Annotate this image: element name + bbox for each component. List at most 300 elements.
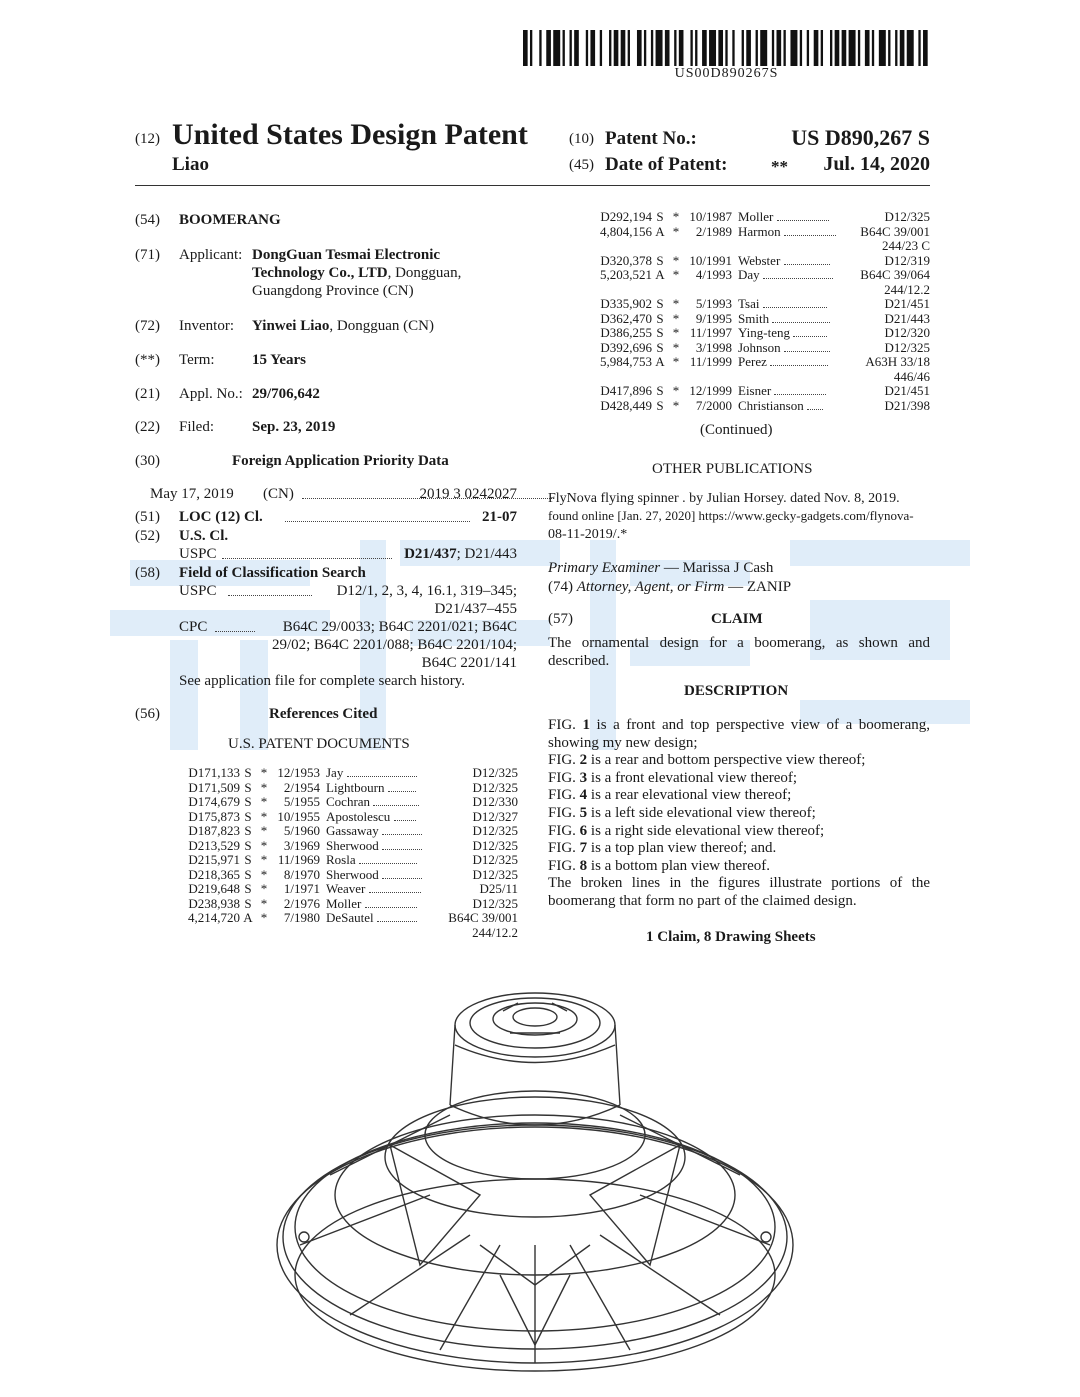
reference-row xyxy=(170,781,518,796)
reference-kind: A xyxy=(655,223,665,239)
barcode-bar xyxy=(760,30,767,66)
reference-star: * xyxy=(260,881,268,896)
reference-date: 12/1953 xyxy=(277,765,320,780)
reference-cls: D12/325 xyxy=(472,837,518,853)
barcode-bar xyxy=(665,30,670,66)
reference-num: D386,255 xyxy=(600,325,652,340)
reference-kind: S xyxy=(656,209,664,224)
reference-row xyxy=(582,326,930,341)
reference-row xyxy=(170,853,518,868)
barcode-bar xyxy=(690,30,692,66)
reference-num: D392,696 xyxy=(600,339,652,355)
description-line: FIG. 2 is a rear and bottom perspective view thereof; xyxy=(548,752,866,769)
applicant-line-1: DongGuan Tesmai Electronic xyxy=(252,247,441,263)
code-54: (54) xyxy=(135,212,160,228)
barcode-bar xyxy=(621,30,626,66)
reference-star: * xyxy=(260,895,268,911)
barcode-bar xyxy=(609,30,611,66)
barcode-bar xyxy=(718,30,723,66)
reference-name: Sherwood xyxy=(320,868,438,883)
reference-cls: D21/398 xyxy=(884,397,930,413)
title: BOOMERANG xyxy=(179,212,281,228)
barcode-bar xyxy=(777,30,782,66)
reference-date: 10/1991 xyxy=(689,252,732,268)
reference-star: * xyxy=(672,252,680,268)
reference-cls: D25/11 xyxy=(479,881,518,896)
reference-row xyxy=(582,312,930,327)
reference-num: D428,449 xyxy=(600,397,652,413)
reference-name: Moller xyxy=(320,897,438,912)
code-72: (72) xyxy=(135,318,160,334)
date-mark: ** xyxy=(771,157,788,176)
reference-cls: A63H 33/18 xyxy=(865,354,930,369)
publication-line-3: 08-11-2019/.* xyxy=(548,527,628,542)
uspc2-label: USPC xyxy=(179,583,217,599)
reference-cls: D12/325 xyxy=(472,765,518,780)
reference-date: 10/1955 xyxy=(277,808,320,824)
reference-star: * xyxy=(260,779,268,795)
reference-name: Tsai xyxy=(732,297,850,312)
reference-row-continuation xyxy=(170,926,518,941)
primary-examiner: Primary Examiner — Marissa J Cash xyxy=(548,560,774,576)
attorney-agent: (74) Attorney, Agent, or Firm — ZANIP xyxy=(548,579,792,595)
reference-name: Webster xyxy=(732,254,850,269)
reference-row xyxy=(170,868,518,883)
loc-value: 21-07 xyxy=(482,509,517,525)
reference-name: Perez xyxy=(732,355,850,370)
reference-kind: S xyxy=(244,837,252,853)
description-line: FIG. 4 is a rear elevational view thereof; xyxy=(548,787,792,804)
reference-row-continuation xyxy=(582,239,930,254)
reference-cls: D21/443 xyxy=(884,310,930,326)
patent-no-label: Patent No.: xyxy=(605,128,697,149)
filed-value: Sep. 23, 2019 xyxy=(252,419,336,435)
reference-kind: S xyxy=(656,339,664,355)
reference-num: D417,896 xyxy=(600,383,652,398)
code-52: (52) xyxy=(135,528,160,544)
reference-date: 5/1993 xyxy=(695,296,732,311)
appl-no-value: 29/706,642 xyxy=(252,386,320,402)
description-line: FIG. 7 is a top plan view thereof; and. xyxy=(548,840,777,857)
reference-date: 11/1999 xyxy=(689,354,732,369)
reference-num: D187,823 xyxy=(188,823,240,838)
barcode-bar xyxy=(570,30,572,66)
claim-line-2: described. xyxy=(548,653,610,669)
reference-name: Gassaway xyxy=(320,824,438,839)
reference-cls-continued: 244/12.2 xyxy=(884,281,930,297)
barcode-bar xyxy=(656,30,663,66)
reference-date: 10/1987 xyxy=(689,209,732,224)
reference-row-continuation xyxy=(582,370,930,385)
reference-row xyxy=(582,225,930,240)
reference-name: Eisner xyxy=(732,384,850,399)
barcode-bar xyxy=(895,30,897,66)
reference-date: 3/1969 xyxy=(283,837,320,853)
reference-cls: D12/325 xyxy=(472,779,518,795)
code-71: (71) xyxy=(135,247,160,263)
description-body xyxy=(548,717,930,911)
code-10: (10) xyxy=(569,131,594,147)
reference-cls: D21/451 xyxy=(884,296,930,311)
reference-star: * xyxy=(260,837,268,853)
uspc-label: USPC xyxy=(179,546,217,562)
barcode-bar xyxy=(709,30,716,66)
applicant-label: Applicant: xyxy=(179,247,243,263)
reference-num: 4,214,720 xyxy=(188,910,240,925)
code-51: (51) xyxy=(135,509,160,525)
uspc-leader xyxy=(222,549,392,559)
description-line: FIG. 6 is a right side elevational view thereof; xyxy=(548,822,825,839)
reference-date: 9/1995 xyxy=(695,310,732,326)
reference-star: * xyxy=(672,296,680,311)
reference-row xyxy=(582,384,930,399)
continued-note: (Continued) xyxy=(700,422,773,438)
barcode-bar xyxy=(814,30,819,66)
reference-num: D215,971 xyxy=(188,852,240,867)
reference-date: 4/1993 xyxy=(695,267,732,282)
reference-num: D292,194 xyxy=(600,209,652,224)
barcode-bar xyxy=(756,30,758,66)
applicant-line-2: Technology Co., LTD, Dongguan, xyxy=(252,265,462,281)
description-line: boomerang that form no part of the claimed design. xyxy=(548,892,857,909)
appl-no-label: Appl. No.: xyxy=(179,386,243,402)
barcode-bar xyxy=(732,30,734,66)
inventor-label: Inventor: xyxy=(179,318,234,334)
reference-num: D175,873 xyxy=(188,808,240,824)
reference-cls: D12/319 xyxy=(884,252,930,268)
reference-kind: S xyxy=(244,852,252,867)
barcode-bar xyxy=(772,30,774,66)
code-30: (30) xyxy=(135,453,160,469)
reference-star: * xyxy=(672,383,680,398)
reference-kind: A xyxy=(655,354,665,369)
code-57: (57) xyxy=(548,611,573,627)
reference-name: Day xyxy=(732,268,850,283)
reference-cls: B64C 39/064 xyxy=(860,267,930,282)
barcode xyxy=(523,30,930,66)
reference-name: Apostolescu xyxy=(320,810,438,825)
reference-star: * xyxy=(260,910,268,925)
reference-cls: D12/325 xyxy=(884,209,930,224)
code-56: (56) xyxy=(135,706,160,722)
reference-row xyxy=(582,210,930,225)
barcode-bar xyxy=(590,30,595,66)
references-cited-title: References Cited xyxy=(269,706,378,722)
reference-cls-continued: 244/12.2 xyxy=(472,924,518,940)
us-cl-label: U.S. Cl. xyxy=(179,528,229,544)
barcode-bar xyxy=(807,30,809,66)
barcode-bar xyxy=(614,30,619,66)
reference-kind: S xyxy=(244,794,252,809)
code-22: (22) xyxy=(135,419,160,435)
description-line: FIG. 1 is a front and top perspective view of a boomerang, xyxy=(548,717,931,733)
cpc-line-3: B64C 2201/141 xyxy=(421,655,517,671)
reference-star: * xyxy=(672,325,680,340)
barcode-bar xyxy=(835,30,840,66)
uspc2-leader xyxy=(228,586,312,596)
barcode-bar xyxy=(674,30,676,66)
barcode-bar xyxy=(539,30,541,66)
uspc-value: D21/437; D21/443 xyxy=(404,546,517,562)
term-label: Term: xyxy=(179,352,215,368)
reference-row xyxy=(582,399,930,414)
barcode-bar xyxy=(865,30,870,66)
reference-star: * xyxy=(260,852,268,867)
description-line: FIG. 8 is a bottom plan view thereof. xyxy=(548,857,771,874)
reference-kind: S xyxy=(656,296,664,311)
reference-name: Christianson xyxy=(732,399,850,414)
reference-row xyxy=(170,882,518,897)
barcode-bar xyxy=(907,30,914,66)
barcode-bar xyxy=(546,30,551,66)
claim-line-1: The ornamental design for a boomerang, as shown and xyxy=(548,635,930,651)
uspc2-value-2: D21/437–455 xyxy=(434,601,517,617)
cpc-leader xyxy=(215,622,255,632)
reference-cls: D12/320 xyxy=(884,325,930,340)
see-application-note: See application file for complete search history. xyxy=(179,673,466,689)
applicant-line-3: Guangdong Province (CN) xyxy=(252,283,414,299)
code-45: (45) xyxy=(569,157,594,173)
reference-num: D171,509 xyxy=(188,779,240,795)
reference-cls: D12/325 xyxy=(472,823,518,838)
reference-date: 5/1955 xyxy=(283,794,320,809)
reference-cls: B64C 39/001 xyxy=(860,223,930,239)
cpc-line-2: 29/02; B64C 2201/088; B64C 2201/104; xyxy=(271,637,517,653)
reference-kind: A xyxy=(243,910,253,925)
description-title: DESCRIPTION xyxy=(684,683,789,699)
barcode-bar xyxy=(651,30,653,66)
references-right-table xyxy=(582,210,930,413)
barcode-bar xyxy=(725,30,727,66)
barcode-bar xyxy=(628,30,630,66)
reference-star: * xyxy=(672,310,680,326)
reference-name: Cochran xyxy=(320,795,438,810)
loc-label: LOC (12) Cl. xyxy=(179,509,263,525)
code-12: (12) xyxy=(135,131,160,147)
reference-kind: S xyxy=(244,866,252,882)
reference-num: D320,378 xyxy=(600,252,652,268)
barcode-bar xyxy=(523,30,528,66)
reference-row xyxy=(170,824,518,839)
reference-cls: B64C 39/001 xyxy=(448,910,518,925)
reference-row xyxy=(170,810,518,825)
reference-date: 8/1970 xyxy=(283,866,320,882)
barcode-bar xyxy=(679,30,684,66)
barcode-bar xyxy=(800,30,802,66)
boomerang-figure xyxy=(270,945,800,1375)
priority-row: May 17, 2019 (CN) 2019 3 0242027 xyxy=(150,485,517,503)
reference-name: Jay xyxy=(320,766,438,781)
barcode-bar xyxy=(586,30,588,66)
date-of-patent: Jul. 14, 2020 xyxy=(823,153,930,175)
reference-cls: D12/325 xyxy=(884,339,930,355)
reference-star: * xyxy=(260,794,268,809)
barcode-bar xyxy=(821,30,823,66)
reference-name: Smith xyxy=(732,312,850,327)
us-patent-docs-title: U.S. PATENT DOCUMENTS xyxy=(228,736,410,752)
reference-date: 7/2000 xyxy=(695,397,732,413)
barcode-number: US00D890267S xyxy=(674,66,779,81)
barcode-bar xyxy=(858,30,860,66)
barcode-bar xyxy=(742,30,744,66)
reference-row xyxy=(170,839,518,854)
description-line: FIG. 3 is a front elevational view thereof; xyxy=(548,769,798,786)
barcode-bar xyxy=(918,30,920,66)
barcode-bar xyxy=(574,30,579,66)
reference-kind: S xyxy=(244,765,252,780)
reference-row xyxy=(582,268,930,283)
reference-kind: S xyxy=(656,252,664,268)
barcode-bar xyxy=(872,30,874,66)
inventor-value: Yinwei Liao, Dongguan (CN) xyxy=(252,318,434,334)
reference-kind: S xyxy=(244,779,252,795)
reference-date: 5/1960 xyxy=(283,823,320,838)
foreign-priority-title: Foreign Application Priority Data xyxy=(232,453,449,469)
reference-name: DeSautel xyxy=(320,911,438,926)
reference-date: 11/1969 xyxy=(277,852,320,867)
reference-num: D362,470 xyxy=(600,310,652,326)
loc-leader xyxy=(285,512,470,522)
reference-kind: S xyxy=(656,325,664,340)
reference-num: 5,203,521 xyxy=(600,267,652,282)
barcode-bar xyxy=(600,30,602,66)
cpc-line-1: B64C 29/0033; B64C 2201/021; B64C xyxy=(282,619,517,635)
reference-date: 2/1954 xyxy=(283,779,320,795)
field-search-title: Field of Classification Search xyxy=(179,565,366,581)
reference-row xyxy=(582,341,930,356)
reference-star: * xyxy=(260,866,268,882)
reference-kind: S xyxy=(656,383,664,398)
reference-cls: D12/325 xyxy=(472,852,518,867)
reference-num: D335,902 xyxy=(600,296,652,311)
cpc-label: CPC xyxy=(179,619,208,635)
reference-num: D171,133 xyxy=(188,765,240,780)
barcode-bar xyxy=(790,30,797,66)
reference-star: * xyxy=(260,765,268,780)
reference-num: 5,984,753 xyxy=(600,354,652,369)
barcode-bar xyxy=(530,30,532,66)
reference-name: Lightbourn xyxy=(320,781,438,796)
description-line: showing my new design; xyxy=(548,734,698,751)
reference-row xyxy=(582,355,930,370)
header-rule xyxy=(135,185,930,186)
reference-num: 4,804,156 xyxy=(600,223,652,239)
doc-type-title: United States Design Patent xyxy=(172,118,528,151)
date-of-patent-label: Date of Patent: xyxy=(605,154,728,175)
reference-cls: D12/330 xyxy=(472,794,518,809)
reference-row xyxy=(170,897,518,912)
reference-kind: S xyxy=(656,310,664,326)
barcode-bar xyxy=(702,30,707,66)
barcode-bar xyxy=(879,30,886,66)
barcode-bar xyxy=(923,30,928,66)
barcode-bar xyxy=(695,30,697,66)
barcode-bar xyxy=(842,30,847,66)
barcode-bar xyxy=(849,30,856,66)
claims-sheets-count: 1 Claim, 8 Drawing Sheets xyxy=(646,929,816,945)
reference-row xyxy=(582,297,930,312)
reference-star: * xyxy=(672,397,680,413)
barcode-bar xyxy=(900,30,905,66)
reference-date: 2/1976 xyxy=(283,895,320,911)
reference-kind: S xyxy=(244,808,252,824)
reference-num: D219,648 xyxy=(188,881,240,896)
reference-date: 3/1998 xyxy=(695,339,732,355)
reference-kind: A xyxy=(655,267,665,282)
reference-star: * xyxy=(672,223,680,239)
reference-name: Harmon xyxy=(732,225,850,240)
claim-title: CLAIM xyxy=(711,611,763,627)
reference-num: D174,679 xyxy=(188,794,240,809)
reference-num: D218,365 xyxy=(188,866,240,882)
barcode-bar xyxy=(830,30,832,66)
reference-name: Moller xyxy=(732,210,850,225)
barcode-bar xyxy=(888,30,890,66)
reference-star: * xyxy=(260,808,268,824)
reference-cls: D12/325 xyxy=(472,895,518,911)
reference-name: Johnson xyxy=(732,341,850,356)
reference-cls-continued: 446/46 xyxy=(893,368,930,384)
barcode-bar xyxy=(783,30,785,66)
reference-kind: S xyxy=(244,881,252,896)
reference-row xyxy=(170,911,518,926)
reference-date: 11/1997 xyxy=(689,325,732,340)
reference-kind: S xyxy=(656,397,664,413)
publication-line-1: FlyNova flying spinner . by Julian Horsey. dated Nov. 8, 2019. xyxy=(548,491,900,506)
uspc2-value: D12/1, 2, 3, 4, 16.1, 319–345; xyxy=(336,583,517,599)
reference-date: 7/1980 xyxy=(283,910,320,925)
barcode-bar xyxy=(746,30,751,66)
reference-date: 12/1999 xyxy=(689,383,732,398)
reference-num: D238,938 xyxy=(188,895,240,911)
reference-cls: D21/451 xyxy=(884,383,930,398)
barcode-bar xyxy=(553,30,560,66)
other-publications-title: OTHER PUBLICATIONS xyxy=(652,461,813,477)
description-line: FIG. 5 is a left side elevational view thereof; xyxy=(548,804,816,821)
reference-name: Sherwood xyxy=(320,839,438,854)
reference-kind: S xyxy=(244,823,252,838)
reference-name: Rosla xyxy=(320,853,438,868)
reference-cls: D12/327 xyxy=(472,808,518,824)
reference-cls: D12/325 xyxy=(472,866,518,882)
reference-num: D213,529 xyxy=(188,837,240,853)
barcode-bar xyxy=(644,30,646,66)
reference-row xyxy=(170,795,518,810)
barcode-bar xyxy=(563,30,565,66)
patent-number: US D890,267 S xyxy=(791,125,930,150)
reference-row-continuation xyxy=(582,283,930,298)
reference-star: * xyxy=(260,823,268,838)
filed-label: Filed: xyxy=(179,419,215,435)
reference-star: * xyxy=(672,354,680,369)
references-left-table xyxy=(170,766,518,940)
reference-kind: S xyxy=(244,895,252,911)
reference-star: * xyxy=(672,209,680,224)
reference-name: Ying-teng xyxy=(732,326,850,341)
reference-date: 2/1989 xyxy=(695,223,732,239)
publication-line-2: found online [Jan. 27, 2020] https://www.gecky-gadgets.com/flynova- xyxy=(548,508,914,523)
reference-star: * xyxy=(672,339,680,355)
reference-cls-continued: 244/23 C xyxy=(881,238,930,253)
inventor-short-name: Liao xyxy=(172,154,209,175)
barcode-bar xyxy=(637,30,642,66)
reference-star: * xyxy=(672,267,680,282)
code-58: (58) xyxy=(135,565,160,581)
reference-row xyxy=(170,766,518,781)
reference-date: 1/1971 xyxy=(283,881,320,896)
code-21: (21) xyxy=(135,386,160,402)
reference-row xyxy=(582,254,930,269)
